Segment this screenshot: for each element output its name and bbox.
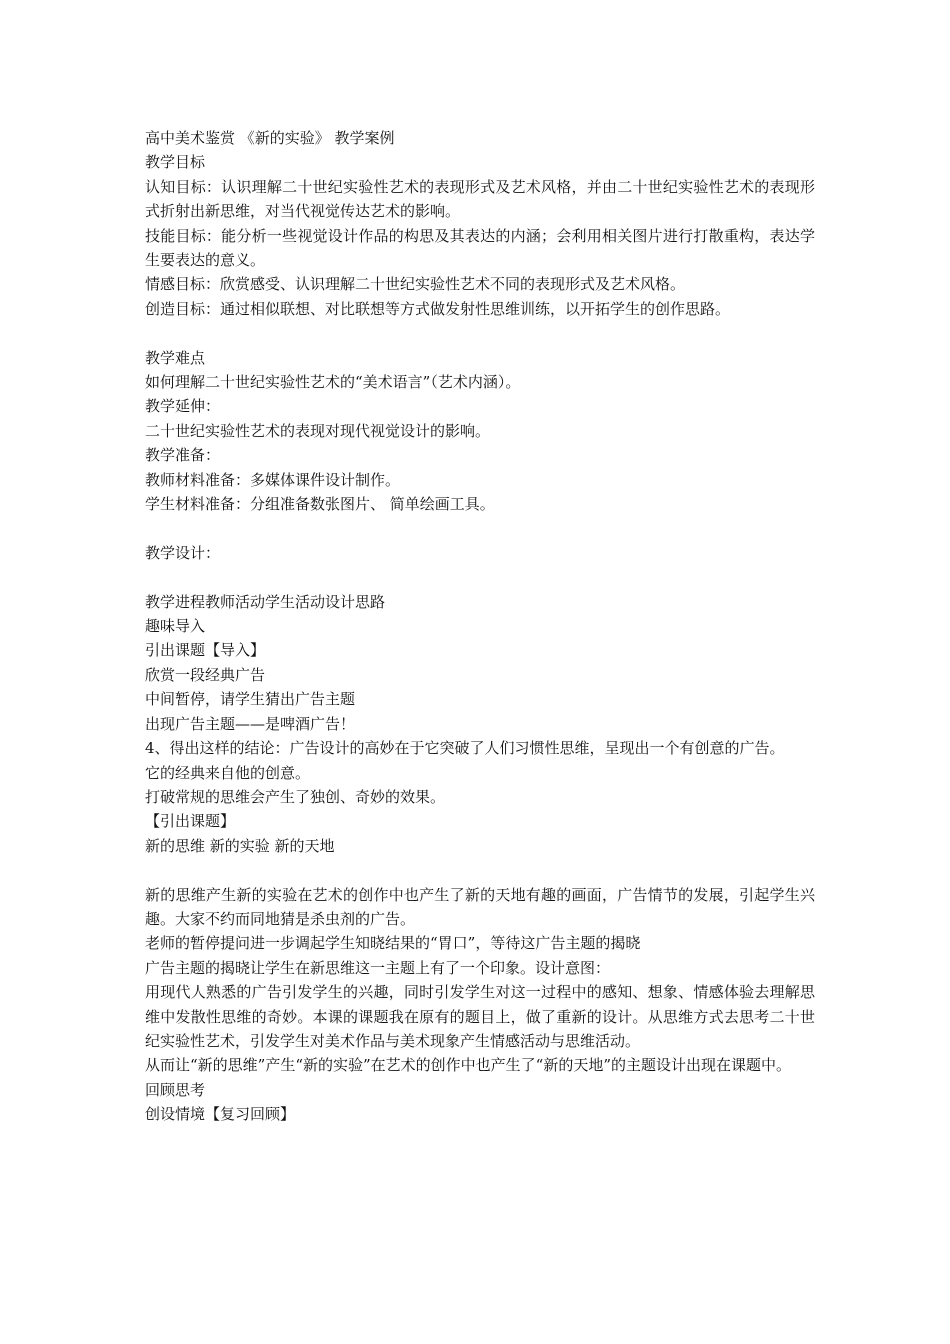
section-heading-objectives: 教学目标 xyxy=(145,153,206,172)
paragraph-review: 回顾思考 xyxy=(145,1080,206,1099)
paragraph-intro-topic: 引出课题【导入】 xyxy=(145,641,266,660)
paragraph-fun-intro: 趣味导入 xyxy=(145,617,206,636)
section-heading-preparation: 教学准备： xyxy=(145,446,221,465)
paragraph-cognitive-goal: 认知目标：认识理解二十世纪实验性艺术的表现形式及艺术风格，并由二十世纪实验性艺术的表现形式折射出新思维，对当代视觉传达艺术的影响。 xyxy=(145,177,815,221)
section-heading-design: 教学设计： xyxy=(145,543,221,562)
paragraph-intro-topic-bracket: 【引出课题】 xyxy=(145,812,236,831)
blank-line xyxy=(145,516,815,540)
paragraph-ad-reveal: 出现广告主题——是啤酒广告！ xyxy=(145,714,356,733)
paragraph-teacher-pause: 老师的暂停提问进一步调起学生知晓结果的“胃口”，等待这广告主题的揭晓 xyxy=(145,934,641,953)
paragraph-emotion-goal: 情感目标：欣赏感受、认识理解二十世纪实验性艺术不同的表现形式及艺术风格。 xyxy=(145,275,686,294)
paragraph-break-convention: 打破常规的思维会产生了独创、奇妙的效果。 xyxy=(145,787,446,806)
paragraph-watch-ad: 欣赏一段经典广告 xyxy=(145,665,266,684)
paragraph-classic: 它的经典来自他的创意。 xyxy=(145,763,311,782)
paragraph-design-explanation: 用现代人熟悉的广告引发学生的兴趣，同时引发学生对这一过程中的感知、想象、情感体验去理解思维中发散性思维的奇妙。本课的课题我在原有的题目上，做了重新的设计。从思维方式去思考二十世纪实验性艺术，引发学生对美术作品与美术现象产生情感活动与思维活动。 xyxy=(145,983,815,1050)
blank-line xyxy=(145,565,815,589)
paragraph-topic-triad: 新的思维 新的实验 新的天地 xyxy=(145,836,335,855)
blank-line xyxy=(145,858,815,882)
paragraph-topic-design: 从而让“新的思维”产生“新的实验”在艺术的创作中也产生了“新的天地”的主题设计出现在课题中。 xyxy=(145,1056,792,1075)
blank-line xyxy=(145,321,815,345)
document-page xyxy=(145,126,815,1127)
paragraph-teacher-prep: 教师材料准备：多媒体课件设计制作。 xyxy=(145,470,401,489)
document-title: 高中美术鉴赏 《新的实验》 教学案例 xyxy=(145,129,395,147)
paragraph-pause: 中间暂停，请学生猜出广告主题 xyxy=(145,690,356,709)
paragraph-skill-goal: 技能目标：能分析一些视觉设计作品的构思及其表达的内涵；会利用相关图片进行打散重构，表达学生要表达的意义。 xyxy=(145,226,815,270)
paragraph-creative-goal: 创造目标：通过相似联想、对比联想等方式做发射性思维训练，以开拓学生的创作思路。 xyxy=(145,299,731,318)
section-heading-difficulty: 教学难点 xyxy=(145,348,206,367)
table-header-line: 教学进程教师活动学生活动设计思路 xyxy=(145,592,386,611)
paragraph-student-activity: 新的思维产生新的实验在艺术的创作中也产生了新的天地有趣的画面，广告情节的发展，引起学生兴趣。大家不约而同地猜是杀虫剂的广告。 xyxy=(145,885,815,928)
section-heading-extension: 教学延伸： xyxy=(145,397,221,416)
paragraph-student-prep: 学生材料准备：分组准备数张图片、 简单绘画工具。 xyxy=(145,495,495,514)
paragraph-design-intent: 广告主题的揭晓让学生在新思维这一主题上有了一个印象。设计意图： xyxy=(145,958,611,977)
paragraph-conclusion: 4、得出这样的结论：广告设计的高妙在于它突破了人们习惯性思维，呈现出一个有创意的广告。 xyxy=(145,739,785,758)
paragraph-extension: 二十世纪实验性艺术的表现对现代视觉设计的影响。 xyxy=(145,421,491,440)
paragraph-difficulty: 如何理解二十世纪实验性艺术的“美术语言”（艺术内涵）。 xyxy=(145,373,521,392)
paragraph-review-scene: 创设情境【复习回顾】 xyxy=(145,1105,296,1124)
